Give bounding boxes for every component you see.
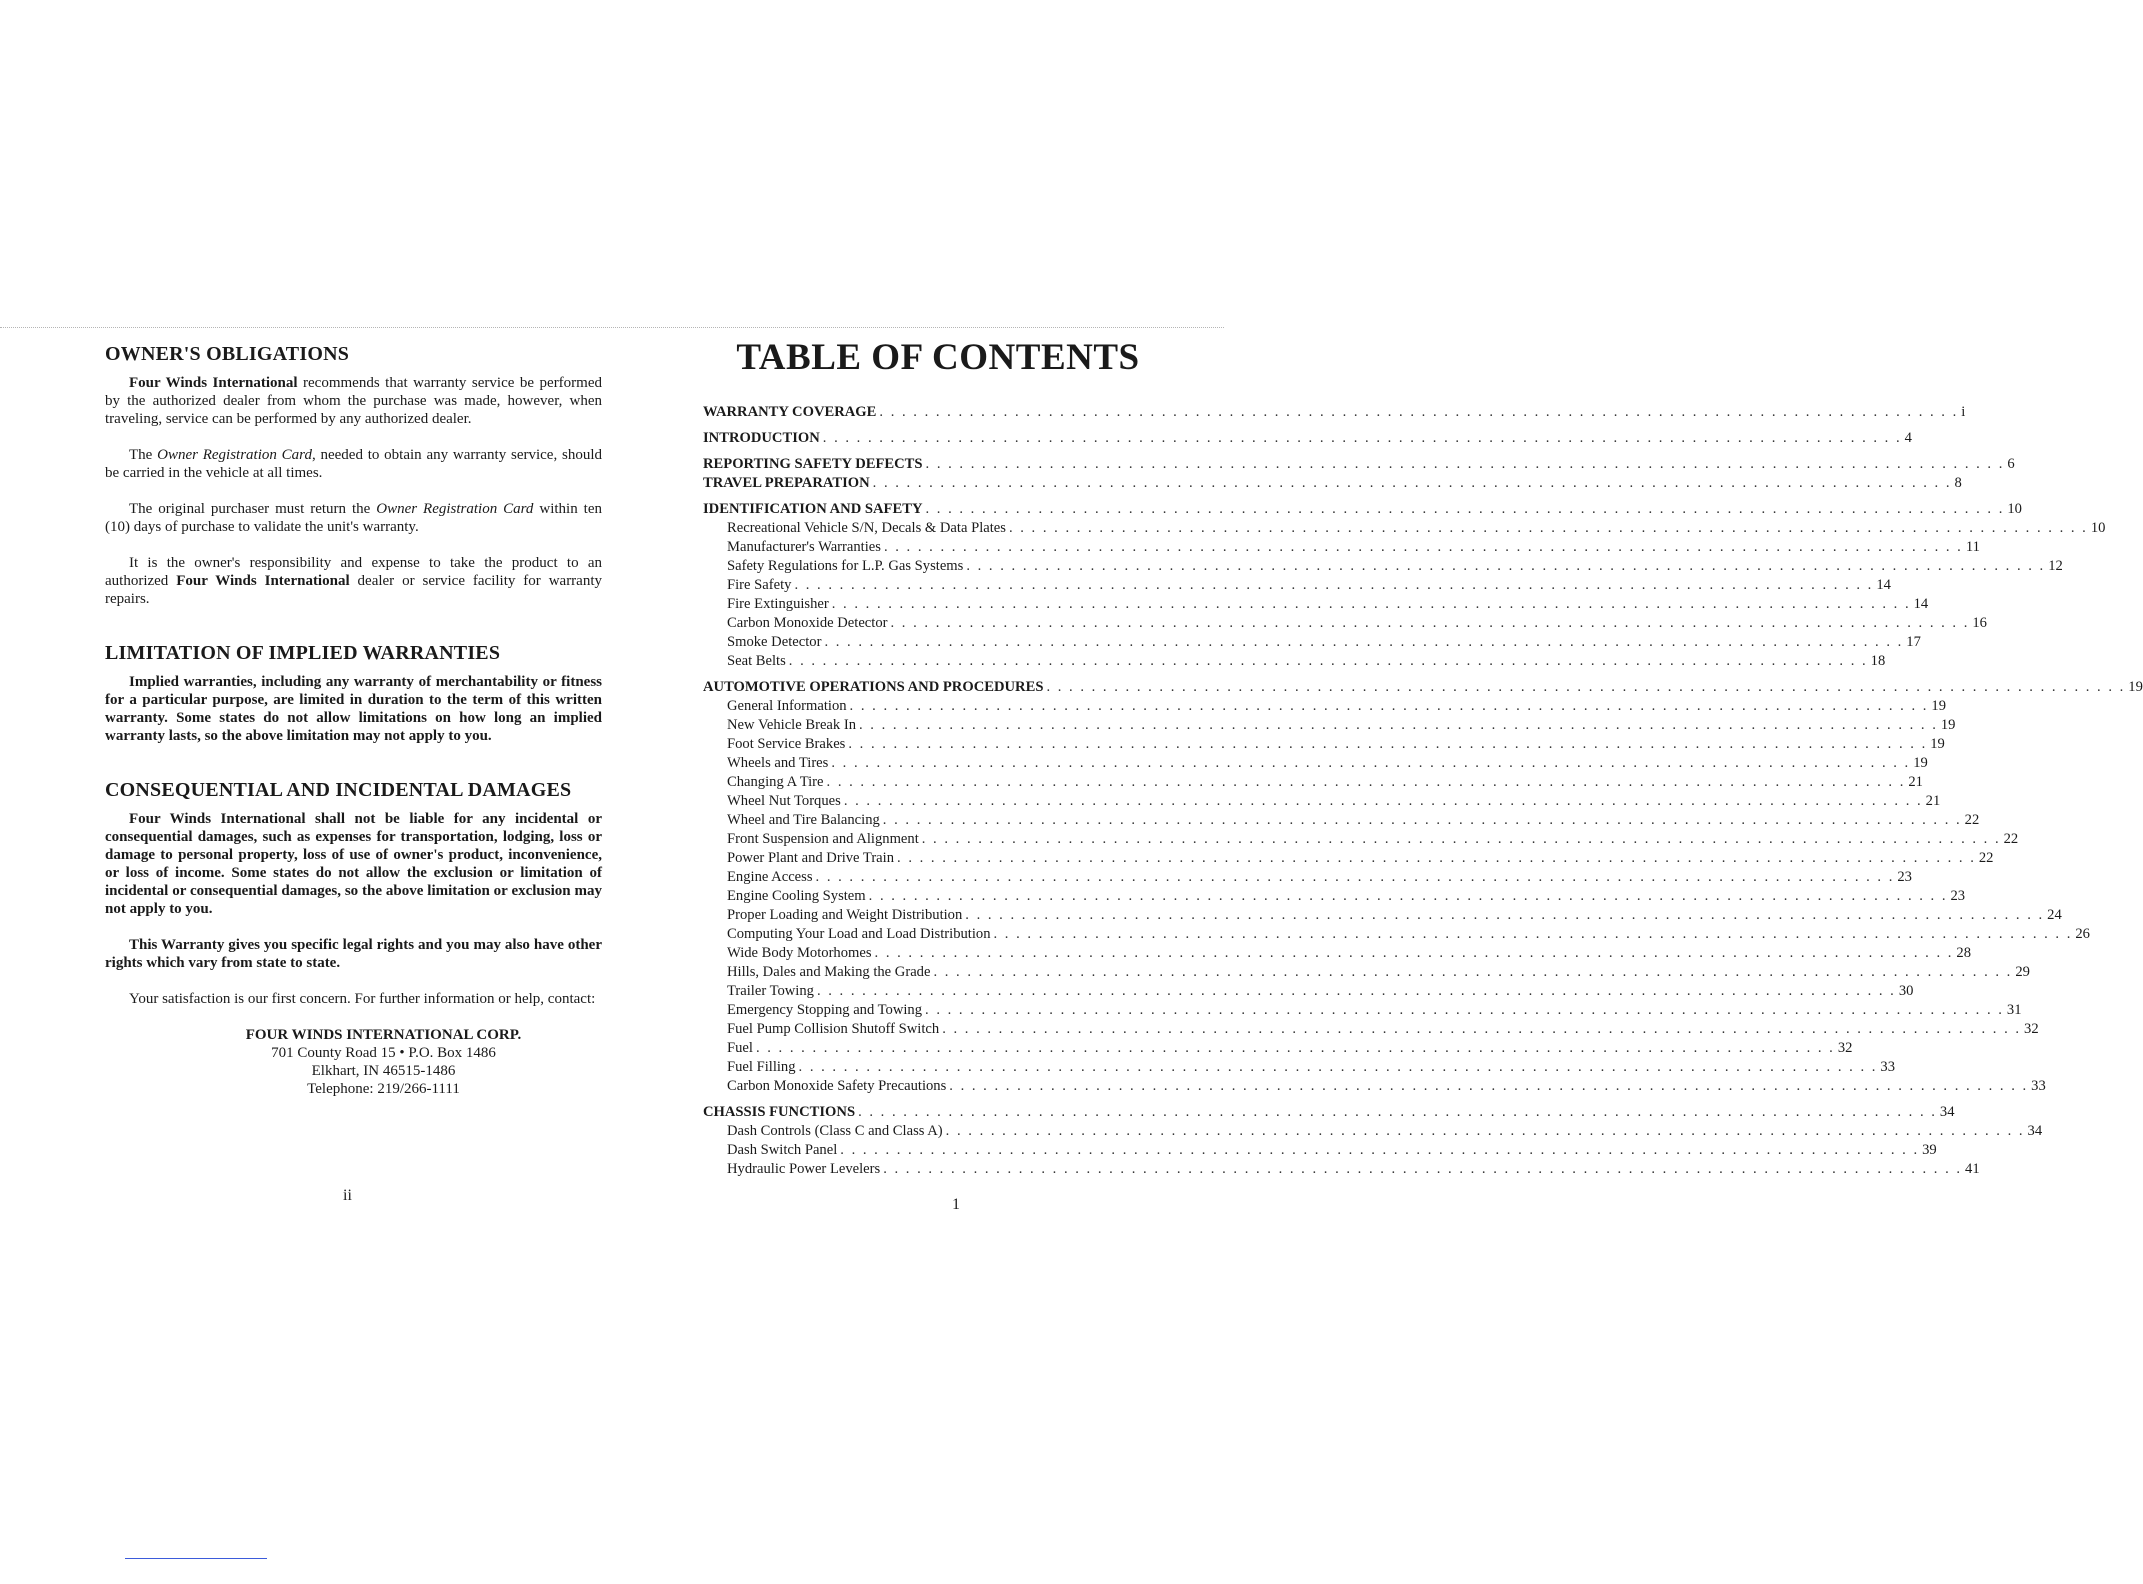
toc-entry-page: 6 [2007, 456, 2015, 472]
toc-leader-dots [850, 697, 1929, 716]
toc-entry-label: Dash Controls (Class C and Class A) [727, 1123, 943, 1139]
toc-leader-dots [794, 576, 1873, 595]
toc-section-entry[interactable] [703, 1103, 1955, 1122]
toc-entry-label: Carbon Monoxide Detector [727, 615, 888, 631]
toc-entry-page: 17 [1906, 634, 1921, 650]
contact-company: FOUR WINDS INTERNATIONAL CORP. [245, 1027, 522, 1043]
toc-entry-page: 10 [2090, 520, 2106, 536]
toc-entry-page: 19 [1913, 755, 1928, 771]
toc-section-entry[interactable] [703, 403, 1966, 422]
toc-leader-dots [897, 849, 1976, 868]
toc-subentry[interactable] [703, 1058, 1895, 1077]
toc-entry-page: 16 [1972, 615, 1987, 631]
toc-subentry[interactable] [703, 633, 1921, 652]
toc-entry-page: 26 [2075, 926, 2090, 942]
toc-entry-page: 14 [1913, 596, 1929, 612]
toc-entry-page: 19 [1931, 698, 1946, 714]
toc-entry-page: 31 [2006, 1002, 2022, 1018]
toc-entry-page: 19 [2128, 679, 2143, 695]
toc-subentry[interactable] [703, 830, 2019, 849]
owners-obligations-heading: OWNER'S OBLIGATIONS [105, 343, 350, 365]
toc-leader-dots [966, 557, 2045, 576]
toc-leader-dots [823, 429, 1902, 448]
toc-subentry[interactable] [703, 538, 1980, 557]
toc-subentry[interactable] [703, 811, 1980, 830]
toc-subentry[interactable] [703, 716, 1956, 735]
toc-entry-page: 33 [2031, 1078, 2046, 1094]
toc-subentry[interactable] [703, 887, 1966, 906]
toc-entry-page: 24 [2047, 907, 2062, 923]
toc-entry-label: Fuel [727, 1040, 753, 1056]
toc-entry-label: Recreational Vehicle S/N, Decals & Data Plates [727, 520, 1006, 536]
toc-entry-label: Manufacturer's Warranties [727, 539, 881, 555]
toc-leader-dots [879, 403, 1958, 422]
toc-entry-page: 22 [1978, 850, 1994, 866]
toc-subentry[interactable] [703, 652, 1886, 671]
toc-leader-dots [817, 982, 1896, 1001]
toc-entry-page: 41 [1965, 1161, 1980, 1177]
toc-subentry[interactable] [703, 595, 1929, 614]
implied-warranties-text: Implied warranties, including any warranty of merchantability or fitness for a particular purpose, are limited in duration to the term of this written warranty. Some states do not allow limitations on how long an implied warranty lasts, so the above limitation may not apply to you. [105, 674, 602, 744]
toc-entry-label: Proper Loading and Weight Distribution [727, 907, 963, 923]
toc-subentry[interactable] [703, 906, 2062, 925]
toc-entry-label: TRAVEL PREPARATION [703, 475, 870, 491]
toc-entry-label: Emergency Stopping and Towing [727, 1002, 923, 1018]
toc-subentry[interactable] [703, 754, 1928, 773]
toc-subentry[interactable] [703, 1160, 1980, 1179]
contact-address-line1: 701 County Road 15 • P.O. Box 1486 [271, 1045, 496, 1061]
toc-entry-label: Fire Extinguisher [727, 596, 829, 612]
owners-obligations-p1: Four Winds International recommends that warranty service be performed by the authorized dealer from whom the purchase was made, however, when traveling, service can be performed by any authorized dealer. [105, 375, 602, 427]
toc-entry-label: AUTOMOTIVE OPERATIONS AND PROCEDURES [703, 679, 1044, 695]
toc-section-entry[interactable] [703, 500, 2022, 519]
toc-group [703, 403, 1966, 422]
toc-subentry[interactable] [703, 1039, 1853, 1058]
toc-group [703, 500, 2106, 671]
toc-section-entry[interactable] [703, 474, 1962, 493]
toc-list [703, 403, 2143, 1179]
toc-subentry[interactable] [703, 963, 2030, 982]
toc-entry-label: CHASSIS FUNCTIONS [703, 1104, 856, 1120]
right-page-number: 1 [952, 1196, 960, 1213]
toc-group [703, 678, 2143, 1096]
consequential-p3: Your satisfaction is our first concern. For further information or help, contact: [129, 991, 596, 1007]
toc-leader-dots [891, 614, 1970, 633]
contact-phone: Telephone: 219/266-1111 [307, 1081, 460, 1097]
consequential-heading: CONSEQUENTIAL AND INCIDENTAL DAMAGES [105, 779, 572, 801]
toc-leader-dots [869, 887, 1948, 906]
toc-entry-page: 22 [2003, 831, 2019, 847]
toc-subentry[interactable] [703, 519, 2106, 538]
contact-block [105, 1026, 602, 1098]
toc-leader-dots [875, 944, 1954, 963]
toc-subentry[interactable] [703, 576, 1891, 595]
toc-entry-label: INTRODUCTION [703, 430, 820, 446]
toc-entry-label: Wheels and Tires [727, 755, 829, 771]
toc-subentry[interactable] [703, 735, 1945, 754]
toc-leader-dots [949, 1077, 2028, 1096]
toc-leader-dots [933, 963, 2012, 982]
toc-leader-dots [883, 1160, 1962, 1179]
toc-leader-dots [873, 474, 1952, 493]
toc-leader-dots [799, 1058, 1878, 1077]
toc-entry-page: 33 [1880, 1059, 1895, 1075]
toc-entry-page: i [1961, 404, 1966, 420]
toc-entry-label: WARRANTY COVERAGE [703, 404, 877, 420]
toc-subentry[interactable] [703, 697, 1946, 716]
toc-entry-page: 23 [1950, 888, 1966, 904]
implied-warranties-heading: LIMITATION OF IMPLIED WARRANTIES [105, 642, 501, 664]
consequential-p1: Four Winds International shall not be liable for any incidental or consequential damages, such as expenses for transportation, lodging, loss or damage to personal property, loss of use of owner's product, inconvenience, or loss of income. Some states do not allow the exclusion or limitation of incidental or consequential damages, so the above limitation or exclusion may not apply to you. [105, 811, 602, 917]
toc-entry-page: 34 [2027, 1123, 2043, 1139]
toc-section-entry[interactable] [703, 678, 2143, 697]
toc-subentry[interactable] [703, 868, 1912, 887]
toc-leader-dots [942, 1020, 2021, 1039]
toc-leader-dots [946, 1122, 2025, 1141]
toc-entry-label: Engine Cooling System [727, 888, 866, 904]
toc-leader-dots [789, 652, 1868, 671]
toc-entry-label: Changing A Tire [727, 774, 824, 790]
toc-section-entry[interactable] [703, 455, 2015, 474]
toc-group [703, 429, 1912, 448]
toc-entry-label: Fuel Pump Collision Shutoff Switch [727, 1021, 940, 1037]
toc-entry-label: IDENTIFICATION AND SAFETY [703, 501, 923, 517]
toc-entry-page: 8 [1954, 475, 1962, 491]
owners-obligations-p2: The Owner Registration Card, needed to obtain any warranty service, should be carried in the vehicle at all times. [105, 447, 602, 481]
toc-entry-label: Front Suspension and Alignment [727, 831, 919, 847]
toc-entry-page: 32 [1837, 1040, 1853, 1056]
toc-entry-label: Wide Body Motorhomes [727, 945, 872, 961]
toc-entry-label: Engine Access [727, 869, 813, 885]
toc-entry-page: 11 [1965, 539, 1980, 555]
toc-entry-page: 19 [1940, 717, 1956, 733]
toc-entry-page: 30 [1898, 983, 1914, 999]
toc-leader-dots [848, 735, 1927, 754]
toc-entry-label: Trailer Towing [727, 983, 814, 999]
toc-entry-label: General Information [727, 698, 847, 714]
toc-leader-dots [756, 1039, 1835, 1058]
toc-leader-dots [859, 716, 1938, 735]
bottom-edge-mark [125, 1558, 267, 1559]
toc-leader-dots [858, 1103, 1937, 1122]
owners-obligations-p3: The original purchaser must return the Owner Registration Card within ten (10) days of purchase to validate the unit's warranty. [105, 501, 602, 535]
toc-subentry[interactable] [703, 1077, 2046, 1096]
toc-leader-dots [816, 868, 1895, 887]
toc-entry-label: Power Plant and Drive Train [727, 850, 895, 866]
toc-entry-page: 18 [1870, 653, 1886, 669]
toc-subentry[interactable] [703, 557, 2063, 576]
toc-leader-dots [824, 633, 1903, 652]
left-page [105, 343, 602, 1098]
toc-entry-label: Dash Switch Panel [727, 1142, 838, 1158]
toc-entry-page: 10 [2007, 501, 2022, 517]
toc-entry-label: Safety Regulations for L.P. Gas Systems [727, 558, 964, 574]
toc-leader-dots [883, 811, 1962, 830]
right-page [703, 336, 2143, 1186]
toc-subentry[interactable] [703, 1141, 1937, 1160]
toc-leader-dots [884, 538, 1963, 557]
toc-leader-dots [832, 595, 1911, 614]
toc-entry-page: 22 [1964, 812, 1980, 828]
toc-subentry[interactable] [703, 1122, 2043, 1141]
toc-subentry[interactable] [703, 1020, 2039, 1039]
toc-leader-dots [925, 1001, 2004, 1020]
toc-leader-dots [827, 773, 1906, 792]
toc-entry-page: 14 [1876, 577, 1891, 593]
toc-entry-page: 32 [2024, 1021, 2039, 1037]
toc-entry-label: Computing Your Load and Load Distribution [727, 926, 991, 942]
toc-leader-dots [844, 792, 1923, 811]
toc-entry-label: Foot Service Brakes [727, 736, 846, 752]
toc-title: TABLE OF CONTENTS [736, 337, 1140, 378]
toc-entry-label: Hills, Dales and Making the Grade [727, 964, 931, 980]
toc-entry-label: New Vehicle Break In [727, 717, 856, 733]
toc-leader-dots [831, 754, 1910, 773]
toc-subentry[interactable] [703, 614, 1987, 633]
toc-entry-page: 21 [1925, 793, 1941, 809]
toc-entry-label: Wheel Nut Torques [727, 793, 841, 809]
toc-entry-label: Hydraulic Power Levelers [727, 1161, 881, 1177]
toc-subentry[interactable] [703, 944, 1971, 963]
toc-subentry[interactable] [703, 982, 1914, 1001]
toc-entry-page: 19 [1930, 736, 1945, 752]
toc-subentry[interactable] [703, 1001, 2022, 1020]
toc-entry-label: Fuel Filling [727, 1059, 796, 1075]
contact-address-line2: Elkhart, IN 46515-1486 [311, 1063, 456, 1079]
toc-leader-dots [922, 830, 2001, 849]
left-page-number: ii [343, 1187, 352, 1204]
toc-entry-label: Carbon Monoxide Safety Precautions [727, 1078, 947, 1094]
toc-leader-dots [925, 500, 2004, 519]
toc-leader-dots [840, 1141, 1919, 1160]
toc-entry-label: REPORTING SAFETY DEFECTS [703, 456, 923, 472]
toc-entry-page: 12 [2048, 558, 2063, 574]
toc-entry-page: 23 [1897, 869, 1912, 885]
owners-obligations-p4: It is the owner's responsibility and expense to take the product to an authorized Four Winds International dealer or service facility for warranty repairs. [105, 555, 603, 607]
toc-subentry[interactable] [703, 849, 1994, 868]
toc-entry-label: Wheel and Tire Balancing [727, 812, 880, 828]
toc-entry-label: Fire Safety [727, 577, 792, 593]
toc-group [703, 455, 2015, 493]
toc-entry-page: 29 [2015, 964, 2030, 980]
toc-section-entry[interactable] [703, 429, 1912, 448]
toc-entry-page: 4 [1904, 430, 1912, 446]
toc-subentry[interactable] [703, 773, 1923, 792]
scan-edge-line [0, 327, 1224, 328]
toc-subentry[interactable] [703, 792, 1941, 811]
consequential-p2: This Warranty gives you specific legal rights and you may also have other rights which vary from state to state. [105, 937, 602, 971]
toc-entry-label: Seat Belts [727, 653, 786, 669]
toc-entry-label: Smoke Detector [727, 634, 822, 650]
toc-group [703, 1103, 2043, 1179]
toc-leader-dots [1046, 678, 2125, 697]
toc-leader-dots [1009, 519, 2088, 538]
toc-leader-dots [926, 455, 2005, 474]
toc-leader-dots [965, 906, 2044, 925]
toc-leader-dots [994, 925, 2073, 944]
toc-subentry[interactable] [703, 925, 2090, 944]
toc-entry-page: 28 [1956, 945, 1971, 961]
toc-entry-page: 34 [1939, 1104, 1955, 1120]
toc-entry-page: 39 [1922, 1142, 1937, 1158]
toc-entry-page: 21 [1908, 774, 1923, 790]
